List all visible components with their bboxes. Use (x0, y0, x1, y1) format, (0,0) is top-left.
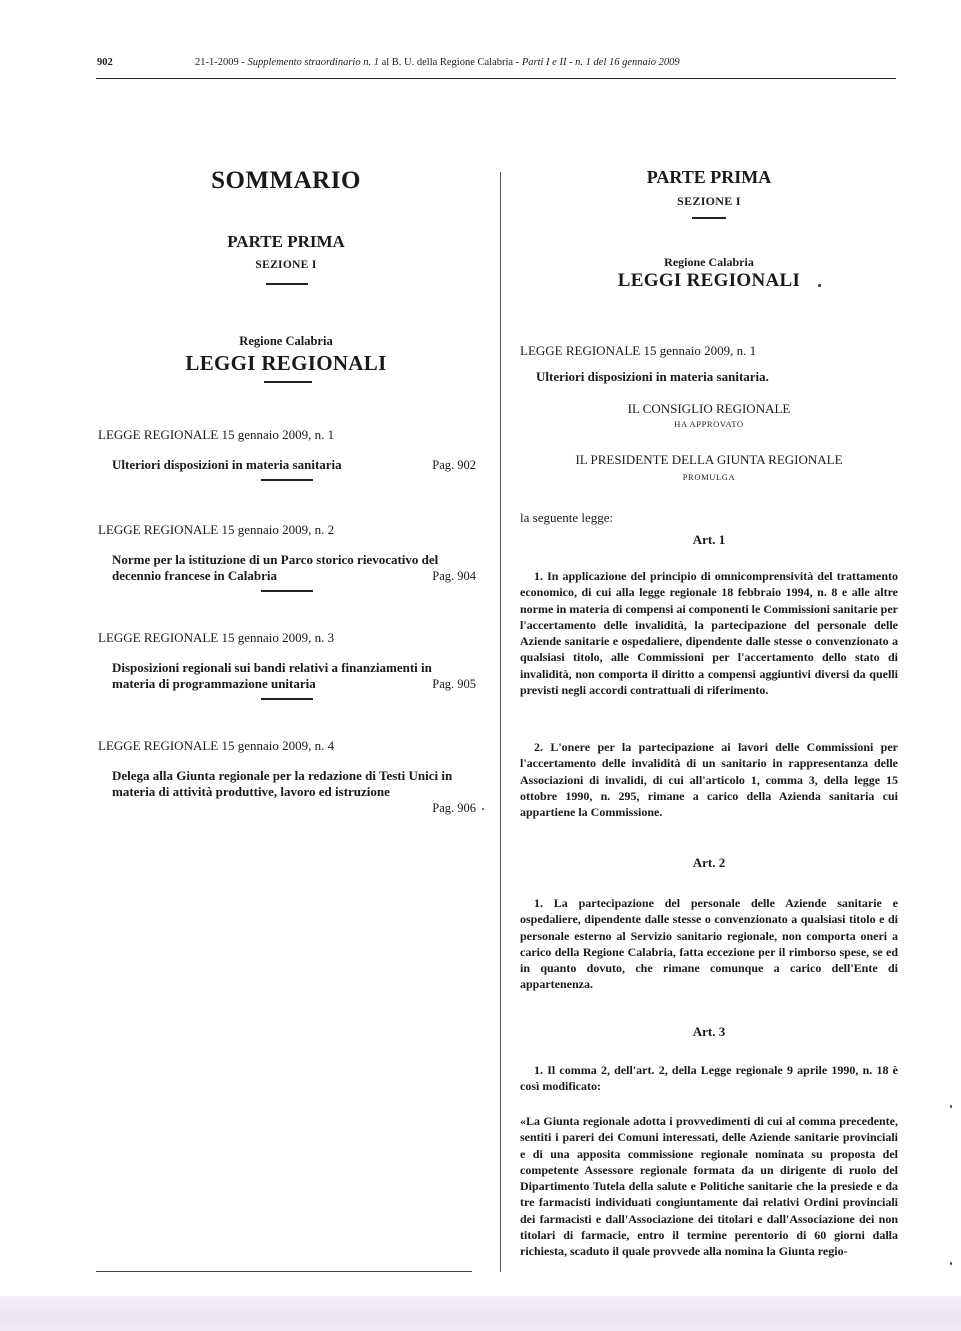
laws-heading: LEGGI REGIONALI (617, 270, 801, 291)
scan-edge-shadow (0, 1296, 961, 1331)
divider-rule (261, 479, 313, 481)
summary-entry-body (98, 660, 476, 692)
summary-entry-title: Ulteriori disposizioni in materia sanitaria (112, 457, 342, 472)
divider-rule (261, 590, 313, 592)
article-paragraph: 1. Il comma 2, dell'art. 2, della Legge regionale 9 aprile 1990, n. 18 è così modificato: (520, 1063, 898, 1094)
summary-section-heading: SEZIONE I (255, 259, 317, 271)
divider-rule (261, 698, 313, 700)
summary-entry-head: LEGGE REGIONALE 15 gennaio 2009, n. 3 (98, 630, 335, 645)
summary-part-heading: PARTE PRIMA (227, 232, 345, 251)
law-heading: LEGGE REGIONALE 15 gennaio 2009, n. 1 (520, 343, 757, 358)
president-line: IL PRESIDENTE DELLA GIUNTA REGIONALE (575, 452, 843, 467)
scan-speck (950, 1262, 952, 1265)
law-title: Ulteriori disposizioni in materia sanitaria. (536, 369, 769, 384)
summary-entry-title: Disposizioni regionali sui bandi relativi a finanziamenti in materia di programmazione unitaria (112, 660, 432, 691)
summary-entry-head: LEGGE REGIONALE 15 gennaio 2009, n. 4 (98, 738, 335, 753)
article-paragraph: 2. L'onere per la partecipazione ai lavori delle Commissioni per l'accertamento delle invalidità di un sanitario in rappresentanza delle Associazioni di invalidi, di cui all'articolo 1, comma 3, della legge 15 ottobre 1990, n. 295, rimane a carico della Azienda sanitaria cui appartiene la Commissione. (520, 740, 898, 820)
summary-entry-body (98, 552, 476, 584)
summary-entry (98, 522, 476, 592)
article-heading: Art. 2 (692, 855, 726, 870)
summary-entry-page: Pag. 906 (432, 801, 476, 815)
article-paragraph: 1. In applicazione del principio di omnicomprensività del trattamento economico, di cui alla legge regionale 18 febbraio 1994, n. 8 e alle altre norme in materia di compensi ai componenti le Commissioni sanitarie per l'accertamento delle invalidità, la partecipazione del personale delle Aziende sanitarie e ospedaliere, dipendente dalle stesse o convenzionato a qualsiasi titolo, alle Commissioni per l'accertamento dello stato di invalidità, non comporta il diritto a compensi aggiuntivi diversi da quelli previsti negli accordi contrattuali di riferimento. (520, 569, 898, 698)
running-header (97, 57, 857, 77)
header-rule (96, 78, 896, 79)
summary-entry (98, 427, 476, 481)
summary-entry-page: Pag. 905 (432, 677, 476, 691)
summary-entry-body (98, 457, 476, 473)
article-heading: Art. 1 (692, 532, 726, 547)
summary-entry (98, 738, 476, 816)
scan-speck (482, 808, 484, 810)
divider-rule (264, 381, 312, 383)
article-heading: Art. 3 (692, 1024, 726, 1039)
summary-entry-page: Pag. 902 (432, 458, 476, 472)
part-heading: PARTE PRIMA (646, 167, 772, 187)
article-quote: «La Giunta regionale adotta i provvedimenti di cui al comma precedente, sentiti i pareri dei Comuni interessati, delle Aziende sanitarie provinciali e di una apposita commissione regionale nominata su proposta del competente Assessore regionale formata da un dirigente di ruolo del Dipartimento Tutela della salute e Politiche sanitarie che la presiede e da tre farmacisti individuati congiuntamente dai relativi Ordini provinciali dei farmacisti e dall'Associazione dei titolari e dall'Associazione dei non titolari di farmacie, entro il termine perentorio di 60 giorni dalla richiesta, scaduto il quale provvede alla nomina la Giunta regio- (520, 1114, 898, 1259)
summary-entry-title: Norme per la istituzione di un Parco storico rievocativo del decennio francese in Calabria (112, 552, 439, 583)
column-divider (500, 172, 501, 1272)
council-line: IL CONSIGLIO REGIONALE (627, 401, 791, 416)
summary-entry-page: Pag. 904 (432, 569, 476, 583)
summary-title: SOMMARIO (211, 167, 361, 194)
summary-entry-head: LEGGE REGIONALE 15 gennaio 2009, n. 1 (98, 427, 335, 442)
region-label: Regione Calabria (664, 255, 754, 269)
publication-line: 21-1-2009 - Supplemento straordinario n. 1 al B. U. della Regione Calabria - Parti I e II - n. 1 del 16 gennaio 2009 (195, 57, 680, 68)
page-number: 902 (97, 57, 113, 68)
intro-line: la seguente legge: (520, 510, 614, 525)
summary-entry-body (98, 768, 476, 816)
summary-entry-head: LEGGE REGIONALE 15 gennaio 2009, n. 2 (98, 522, 335, 537)
divider-rule (266, 283, 308, 285)
president-action: PROMULGA (682, 472, 736, 482)
scan-speck (950, 1105, 952, 1108)
divider-rule (692, 217, 726, 219)
scan-speck (818, 284, 821, 287)
summary-entry-title: Delega alla Giunta regionale per la redazione di Testi Unici in materia di attività produttive, lavoro ed istruzione (112, 768, 453, 799)
footer-rule (96, 1271, 472, 1272)
summary-entry (98, 630, 476, 700)
section-heading: SEZIONE I (677, 194, 741, 208)
article-paragraph: 1. La partecipazione del personale delle Aziende sanitarie e ospedaliere, dipendente dalle stesse o convenzionato a qualsiasi titolo e di personale esterno al Servizio sanitario regionale, non comporta oneri a carico della Regione Calabria, fatta eccezione per il rimborso spese, se ed in quanto dovuto, che rimane comunque a carico dell'Ente di appartenenza. (520, 896, 898, 992)
summary-laws-heading: LEGGI REGIONALI (185, 351, 387, 375)
summary-region: Regione Calabria (239, 334, 333, 348)
council-action: HA APPROVATO (674, 419, 744, 429)
